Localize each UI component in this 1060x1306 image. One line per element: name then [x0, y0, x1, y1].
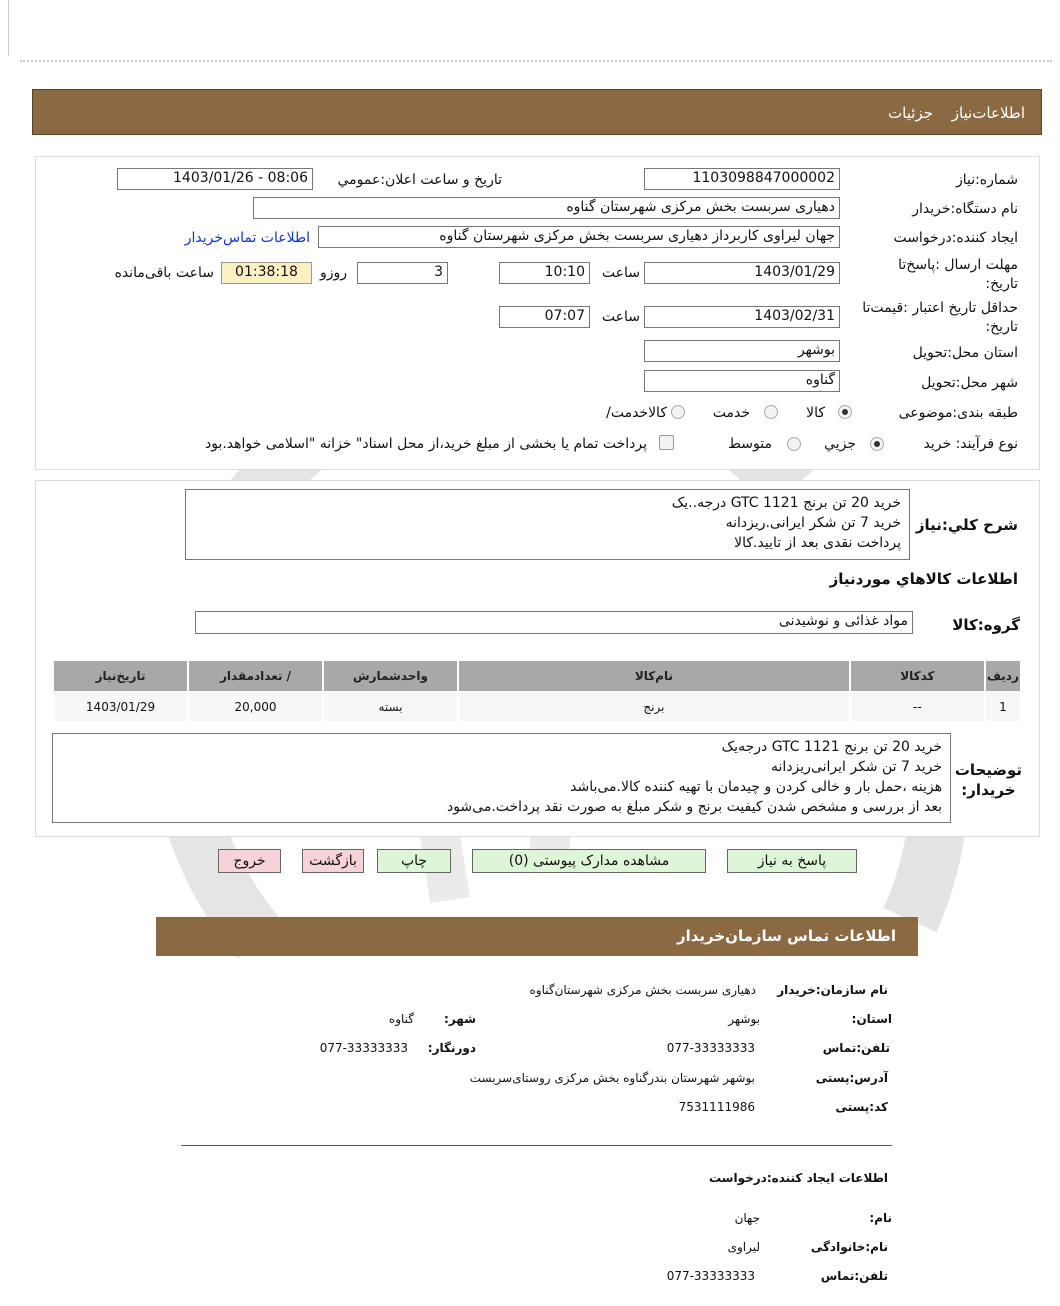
col-unit: واحدشمارش: [324, 661, 457, 691]
contact-header-bar: [156, 917, 918, 956]
deadline-label-line2: :تاریخ: [985, 276, 1018, 292]
contact-postal-label: کد:پستی: [835, 1100, 888, 1114]
contact-province-label: :استان: [851, 1012, 892, 1026]
category-both-label: /کالاخدمت: [606, 405, 667, 421]
deadline-label-line1: مهلت ارسال :پاسخ‌تا: [898, 257, 1018, 273]
cell-name: برنج: [459, 693, 849, 721]
process-minor-radio[interactable]: [870, 437, 884, 451]
exit-button[interactable]: خروج: [218, 849, 281, 873]
need-number-label: شماره:نیاز: [955, 172, 1018, 188]
process-label: نوع فرآیند: خرید: [923, 436, 1018, 452]
treasury-payment-checkbox[interactable]: [659, 435, 674, 450]
process-minor-label: جزيي: [824, 436, 856, 452]
summary-box: [185, 489, 910, 560]
summary-line: پرداخت نقدی بعد از تایید.کالا: [734, 535, 901, 551]
cell-code: --: [851, 693, 984, 721]
col-name: نام‌کالا: [459, 661, 849, 691]
creator-label: ایجاد کننده:درخواست: [893, 230, 1018, 246]
contact-fax-value: 077-33333333: [319, 1041, 408, 1055]
validity-label-line2: :تاریخ: [985, 319, 1018, 335]
contact-org-label: نام سازمان:خریدار: [777, 983, 888, 997]
goods-group-label: گروه:کالا: [952, 616, 1020, 634]
summary-line: خرید 7 تن شکر ایرانی.ریزدانه: [725, 515, 901, 531]
goods-table-header: [54, 661, 1020, 691]
col-date: تاریخ‌نیاز: [54, 661, 187, 691]
contact-phone-label: تلفن:تماس: [822, 1041, 890, 1055]
col-quantity: / تعدادمقدار: [189, 661, 322, 691]
contact-phone-value: 077-33333333: [666, 1041, 755, 1055]
creator-info-title: اطلاعات ایجاد کننده:درخواست: [708, 1171, 888, 1185]
process-medium-label: متوسط: [728, 436, 772, 452]
summary-label: شرح کلي:نياز: [915, 516, 1018, 534]
city-label: شهر محل:تحویل: [921, 375, 1018, 391]
col-code: کدکالا: [851, 661, 984, 691]
deadline-label: [898, 256, 1018, 294]
page-header-bar: [32, 89, 1042, 135]
table-row: [54, 693, 1020, 721]
validity-time-label: ساعت: [601, 309, 640, 325]
cell-quantity: 20,000: [189, 693, 322, 721]
deadline-time-field: 10:10: [499, 262, 590, 284]
need-number-field: 1103098847000002: [644, 168, 840, 190]
buyer-org-field: دهیاری سربست بخش مرکزی شهرستان گناوه: [253, 197, 840, 219]
province-label: استان محل:تحویل: [912, 345, 1018, 361]
buyer-notes-line: هزینه ،حمل بار و خالی کردن و چیدمان با تهیه کننده کالا.می‌باشد: [570, 779, 942, 795]
announce-label: تاریخ و ساعت اعلان:عمومي: [337, 172, 502, 188]
buyer-notes-label-line2: :خریدار: [961, 781, 1016, 799]
buyer-notes-line: خرید 20 تن برنج GTC 1121 درجه‌یک: [721, 739, 942, 755]
cell-unit: بسته: [324, 693, 457, 721]
creator-name-value: جهان: [734, 1211, 760, 1225]
tab-details[interactable]: جزئیات: [888, 104, 933, 122]
deadline-time-label: ساعت: [601, 265, 640, 281]
category-goods-radio[interactable]: [838, 405, 852, 419]
contact-address-value: بوشهر شهرستان بندرگناوه بخش مرکزی روستای‌سربست: [469, 1071, 755, 1085]
back-button[interactable]: بازگشت: [302, 849, 364, 873]
remaining-label: ساعت باقی‌مانده: [114, 265, 214, 281]
tab-need-info[interactable]: اطلاعات‌نیاز: [951, 104, 1025, 122]
validity-label: [862, 299, 1018, 337]
days-field: 3: [357, 262, 448, 284]
validity-label-line1: حداقل تاریخ اعتبار :قیمت‌تا: [862, 300, 1018, 316]
province-field: بوشهر: [644, 340, 840, 362]
cell-row: 1: [986, 693, 1020, 721]
deadline-date-field: 1403/01/29: [644, 262, 840, 284]
contact-city-label: :شهر: [444, 1012, 476, 1026]
buyer-org-label: نام دستگاه:خریدار: [912, 201, 1018, 217]
contact-divider: [181, 1145, 892, 1146]
cell-date: 1403/01/29: [54, 693, 187, 721]
buyer-notes-line: خرید 7 تن شکر ایرانی‌ریزدانه: [771, 759, 942, 775]
buyer-notes-box: [52, 733, 951, 823]
days-label: روزو: [319, 265, 347, 281]
category-service-label: خدمت: [712, 405, 750, 421]
goods-table-wrap: [52, 659, 1022, 723]
goods-section-title: اطلاعات کالاهاي موردنياز: [829, 570, 1018, 588]
category-goods-label: کالا: [806, 405, 825, 421]
contact-address-label: آدرس:پستی: [815, 1071, 888, 1085]
city-field: گناوه: [644, 370, 840, 392]
reply-button[interactable]: پاسخ به نیاز: [727, 849, 857, 873]
validity-date-field: 1403/02/31: [644, 306, 840, 328]
remaining-time-field: 01:38:18: [221, 262, 312, 284]
left-edge-line: [8, 0, 9, 56]
buyer-notes-label-line1: توضیحات: [954, 761, 1022, 779]
announce-field: 1403/01/26 - 08:06: [117, 168, 313, 190]
contact-province-value: بوشهر: [728, 1012, 760, 1026]
creator-family-label: نام:خانوادگی: [810, 1240, 888, 1254]
attachments-button[interactable]: مشاهده مدارک پیوستی (0): [472, 849, 706, 873]
contact-fax-label: :دورنگار: [427, 1041, 476, 1055]
creator-field: جهان لیراوی کاربرداز دهیاری سربست بخش مرکزی شهرستان گناوه: [318, 226, 840, 248]
creator-family-value: لیراوی: [727, 1240, 760, 1254]
creator-phone-value: 077-33333333: [666, 1269, 755, 1283]
contact-org-value: دهیاری سربست بخش مرکزی شهرستان‌گناوه: [529, 983, 756, 997]
col-row: ردیف: [986, 661, 1020, 691]
goods-group-field: مواد غذائی و نوشیدنی: [195, 611, 913, 634]
process-medium-radio[interactable]: [787, 437, 801, 451]
category-service-radio[interactable]: [764, 405, 778, 419]
dotted-divider: [20, 60, 1052, 62]
buyer-contact-link[interactable]: اطلاعات تماس‌خریدار: [184, 230, 310, 246]
goods-table: [52, 659, 1022, 723]
category-both-radio[interactable]: [671, 405, 685, 419]
contact-header-title: اطلاعات تماس سازمان‌خریدار: [676, 927, 896, 945]
contact-postal-value: 7531111986: [678, 1100, 755, 1114]
category-label: طبقه بندی:موضوعی: [898, 405, 1018, 421]
summary-line: خرید 20 تن برنج GTC 1121 درجه..یک: [671, 495, 901, 511]
print-button[interactable]: چاپ: [377, 849, 451, 873]
contact-city-value: گناوه: [388, 1012, 414, 1026]
buyer-notes-label: [955, 760, 1022, 800]
creator-phone-label: تلفن:تماس: [820, 1269, 888, 1283]
header-tabs: [874, 104, 1025, 122]
validity-time-field: 07:07: [499, 306, 590, 328]
creator-name-label: :نام: [869, 1211, 892, 1225]
buyer-notes-line: بعد از بررسی و مشخص شدن کیفیت برنج و شکر مبلغ به صورت نقد پرداخت.می‌شود: [446, 799, 942, 815]
treasury-payment-text: پرداخت تمام یا بخشی از مبلغ خرید،از محل اسناد" خزانه "اسلامی خواهد.بود: [204, 436, 647, 452]
